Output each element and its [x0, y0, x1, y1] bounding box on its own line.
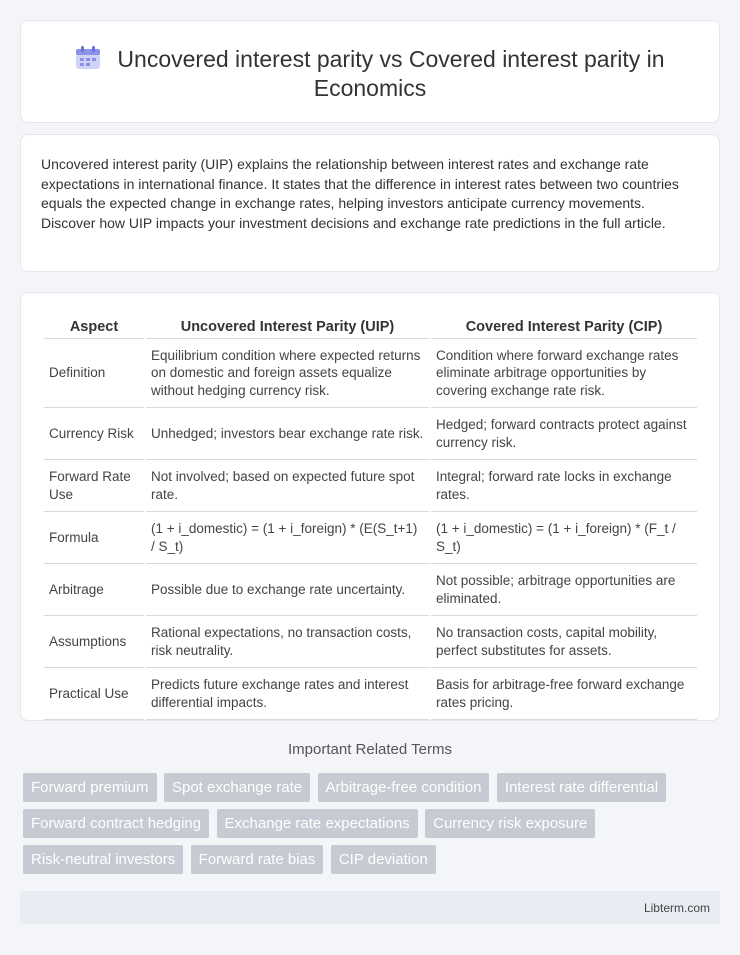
row-uip: Unhedged; investors bear exchange rate risk. — [146, 410, 429, 460]
related-terms-list — [23, 773, 713, 881]
table-row — [44, 566, 697, 616]
page-title: Uncovered interest parity vs Covered interest parity in Economics — [117, 46, 665, 101]
intro-text: Uncovered interest parity (UIP) explains the relationship between interest rates and exchange rate expectations in international finance. It states that the difference in interest rates between two countries equals the expected change in exchange rates, helping investors anticipate currency movements. Discover how UIP impacts your investment decisions and exchange rate predictions in the full article. — [41, 156, 679, 231]
row-cip: Not possible; arbitrage opportunities are eliminated. — [431, 566, 697, 616]
footer — [20, 891, 720, 924]
related-term-tag[interactable]: Interest rate differential — [497, 773, 666, 802]
row-aspect: Practical Use — [44, 670, 144, 720]
page-title-wrap — [61, 45, 679, 103]
header-uip: Uncovered Interest Parity (UIP) — [146, 315, 429, 339]
row-uip: (1 + i_domestic) = (1 + i_foreign) * (E(S_t+1) / S_t) — [146, 514, 429, 564]
row-cip: (1 + i_domestic) = (1 + i_foreign) * (F_t / S_t) — [431, 514, 697, 564]
related-terms-title: Important Related Terms — [288, 741, 452, 758]
related-term-tag[interactable]: Spot exchange rate — [164, 773, 310, 802]
table-header-row — [44, 315, 697, 339]
related-term-tag[interactable]: Currency risk exposure — [425, 809, 595, 838]
header-cip: Covered Interest Parity (CIP) — [431, 315, 697, 339]
row-aspect: Assumptions — [44, 618, 144, 668]
related-term-tag[interactable]: Forward contract hedging — [23, 809, 209, 838]
row-aspect: Definition — [44, 341, 144, 409]
table-row — [44, 670, 697, 720]
related-term-tag[interactable]: Forward rate bias — [191, 845, 324, 874]
row-cip: Basis for arbitrage-free forward exchange rates pricing. — [431, 670, 697, 720]
table-row — [44, 462, 697, 512]
title-card — [20, 20, 720, 123]
related-term-tag[interactable]: Risk-neutral investors — [23, 845, 183, 874]
footer-site-link[interactable]: Libterm.com — [643, 901, 710, 915]
header-aspect: Aspect — [44, 315, 144, 339]
calendar-icon — [75, 46, 101, 70]
row-uip: Rational expectations, no transaction costs, risk neutrality. — [146, 618, 429, 668]
intro-card — [20, 134, 720, 272]
row-uip: Predicts future exchange rates and interest differential impacts. — [146, 670, 429, 720]
related-term-tag[interactable]: Arbitrage-free condition — [318, 773, 490, 802]
row-cip: No transaction costs, capital mobility, perfect substitutes for assets. — [431, 618, 697, 668]
table-row — [44, 618, 697, 668]
row-uip: Not involved; based on expected future spot rate. — [146, 462, 429, 512]
related-term-tag[interactable]: Exchange rate expectations — [217, 809, 418, 838]
related-term-tag[interactable]: CIP deviation — [331, 845, 436, 874]
table-row — [44, 514, 697, 564]
row-uip: Possible due to exchange rate uncertainty. — [146, 566, 429, 616]
row-cip: Integral; forward rate locks in exchange rates. — [431, 462, 697, 512]
row-aspect: Arbitrage — [44, 566, 144, 616]
comparison-card — [20, 292, 720, 721]
row-aspect: Formula — [44, 514, 144, 564]
row-aspect: Forward Rate Use — [44, 462, 144, 512]
related-term-tag[interactable]: Forward premium — [23, 773, 157, 802]
comparison-table — [42, 313, 699, 722]
row-aspect: Currency Risk — [44, 410, 144, 460]
row-uip: Equilibrium condition where expected returns on domestic and foreign assets equalize without hedging currency risk. — [146, 341, 429, 409]
table-row — [44, 410, 697, 460]
table-row — [44, 341, 697, 409]
row-cip: Hedged; forward contracts protect against currency risk. — [431, 410, 697, 460]
row-cip: Condition where forward exchange rates eliminate arbitrage opportunities by covering exchange rate risk. — [431, 341, 697, 409]
